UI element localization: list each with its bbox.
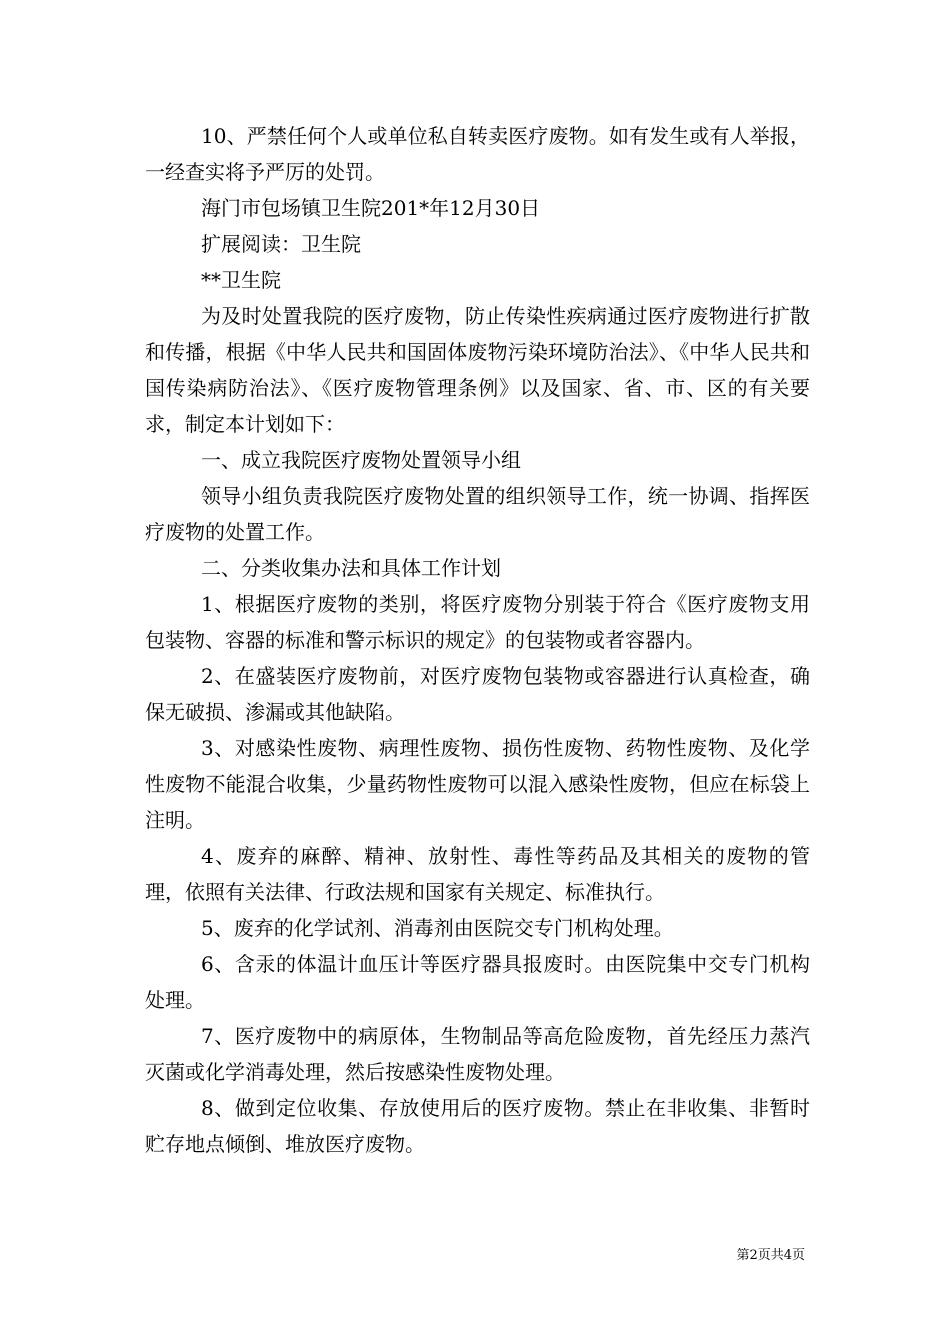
paragraph-extended-reading: 扩展阅读：卫生院 bbox=[201, 232, 361, 256]
list-item-4: 4、废弃的麻醉、精神、放射性、毒性等药品及其相关的废物的管理，依照有关法律、行政法规和国家有关规定、标准执行。 bbox=[145, 844, 810, 904]
paragraph-10-prohibition: 10、严禁任何个人或单位私自转卖医疗废物。如有发生或有人举报，一经查实将予严厉的处罚。 bbox=[145, 124, 810, 184]
list-item-7: 7、医疗废物中的病原体，生物制品等高危险废物，首先经压力蒸汽灭菌或化学消毒处理，然后按感染性废物处理。 bbox=[145, 1024, 810, 1084]
list-item-1: 1、根据医疗废物的类别，将医疗废物分别装于符合《医疗废物支用包装物、容器的标准和警示标识的规定》的包装物或者容器内。 bbox=[145, 592, 810, 652]
section-heading-2: 二、分类收集办法和具体工作计划 bbox=[201, 556, 501, 580]
paragraph-hospital-name: **卫生院 bbox=[201, 268, 281, 292]
section-heading-1: 一、成立我院医疗废物处置领导小组 bbox=[201, 448, 521, 472]
list-item-8: 8、做到定位收集、存放使用后的医疗废物。禁止在非收集、非暂时贮存地点倾倒、堆放医疗废物。 bbox=[145, 1096, 810, 1156]
paragraph-intro: 为及时处置我院的医疗废物，防止传染性疾病通过医疗废物进行扩散和传播，根据《中华人民共和国固体废物污染环境防治法》、《中华人民共和国传染病防治法》、《医疗废物管理条例》以及国家、省、市、区的有关要求，制定本计划如下： bbox=[145, 304, 810, 436]
page-number: 第2页共4页 bbox=[736, 1248, 805, 1263]
document-body bbox=[145, 118, 810, 1162]
list-item-2: 2、在盛装医疗废物前，对医疗废物包装物或容器进行认真检查，确保无破损、渗漏或其他缺陷。 bbox=[145, 664, 810, 724]
paragraph-leadership: 领导小组负责我院医疗废物处置的组织领导工作，统一协调、指挥医疗废物的处置工作。 bbox=[145, 484, 810, 544]
list-item-5: 5、废弃的化学试剂、消毒剂由医院交专门机构处理。 bbox=[201, 916, 674, 940]
paragraph-signature-date: 海门市包场镇卫生院201*年12月30日 bbox=[201, 196, 541, 220]
list-item-3: 3、对感染性废物、病理性废物、损伤性废物、药物性废物、及化学性废物不能混合收集，少量药物性废物可以混入感染性废物，但应在标袋上注明。 bbox=[145, 736, 810, 832]
list-item-6: 6、含汞的体温计血压计等医疗器具报废时。由医院集中交专门机构处理。 bbox=[145, 952, 810, 1012]
